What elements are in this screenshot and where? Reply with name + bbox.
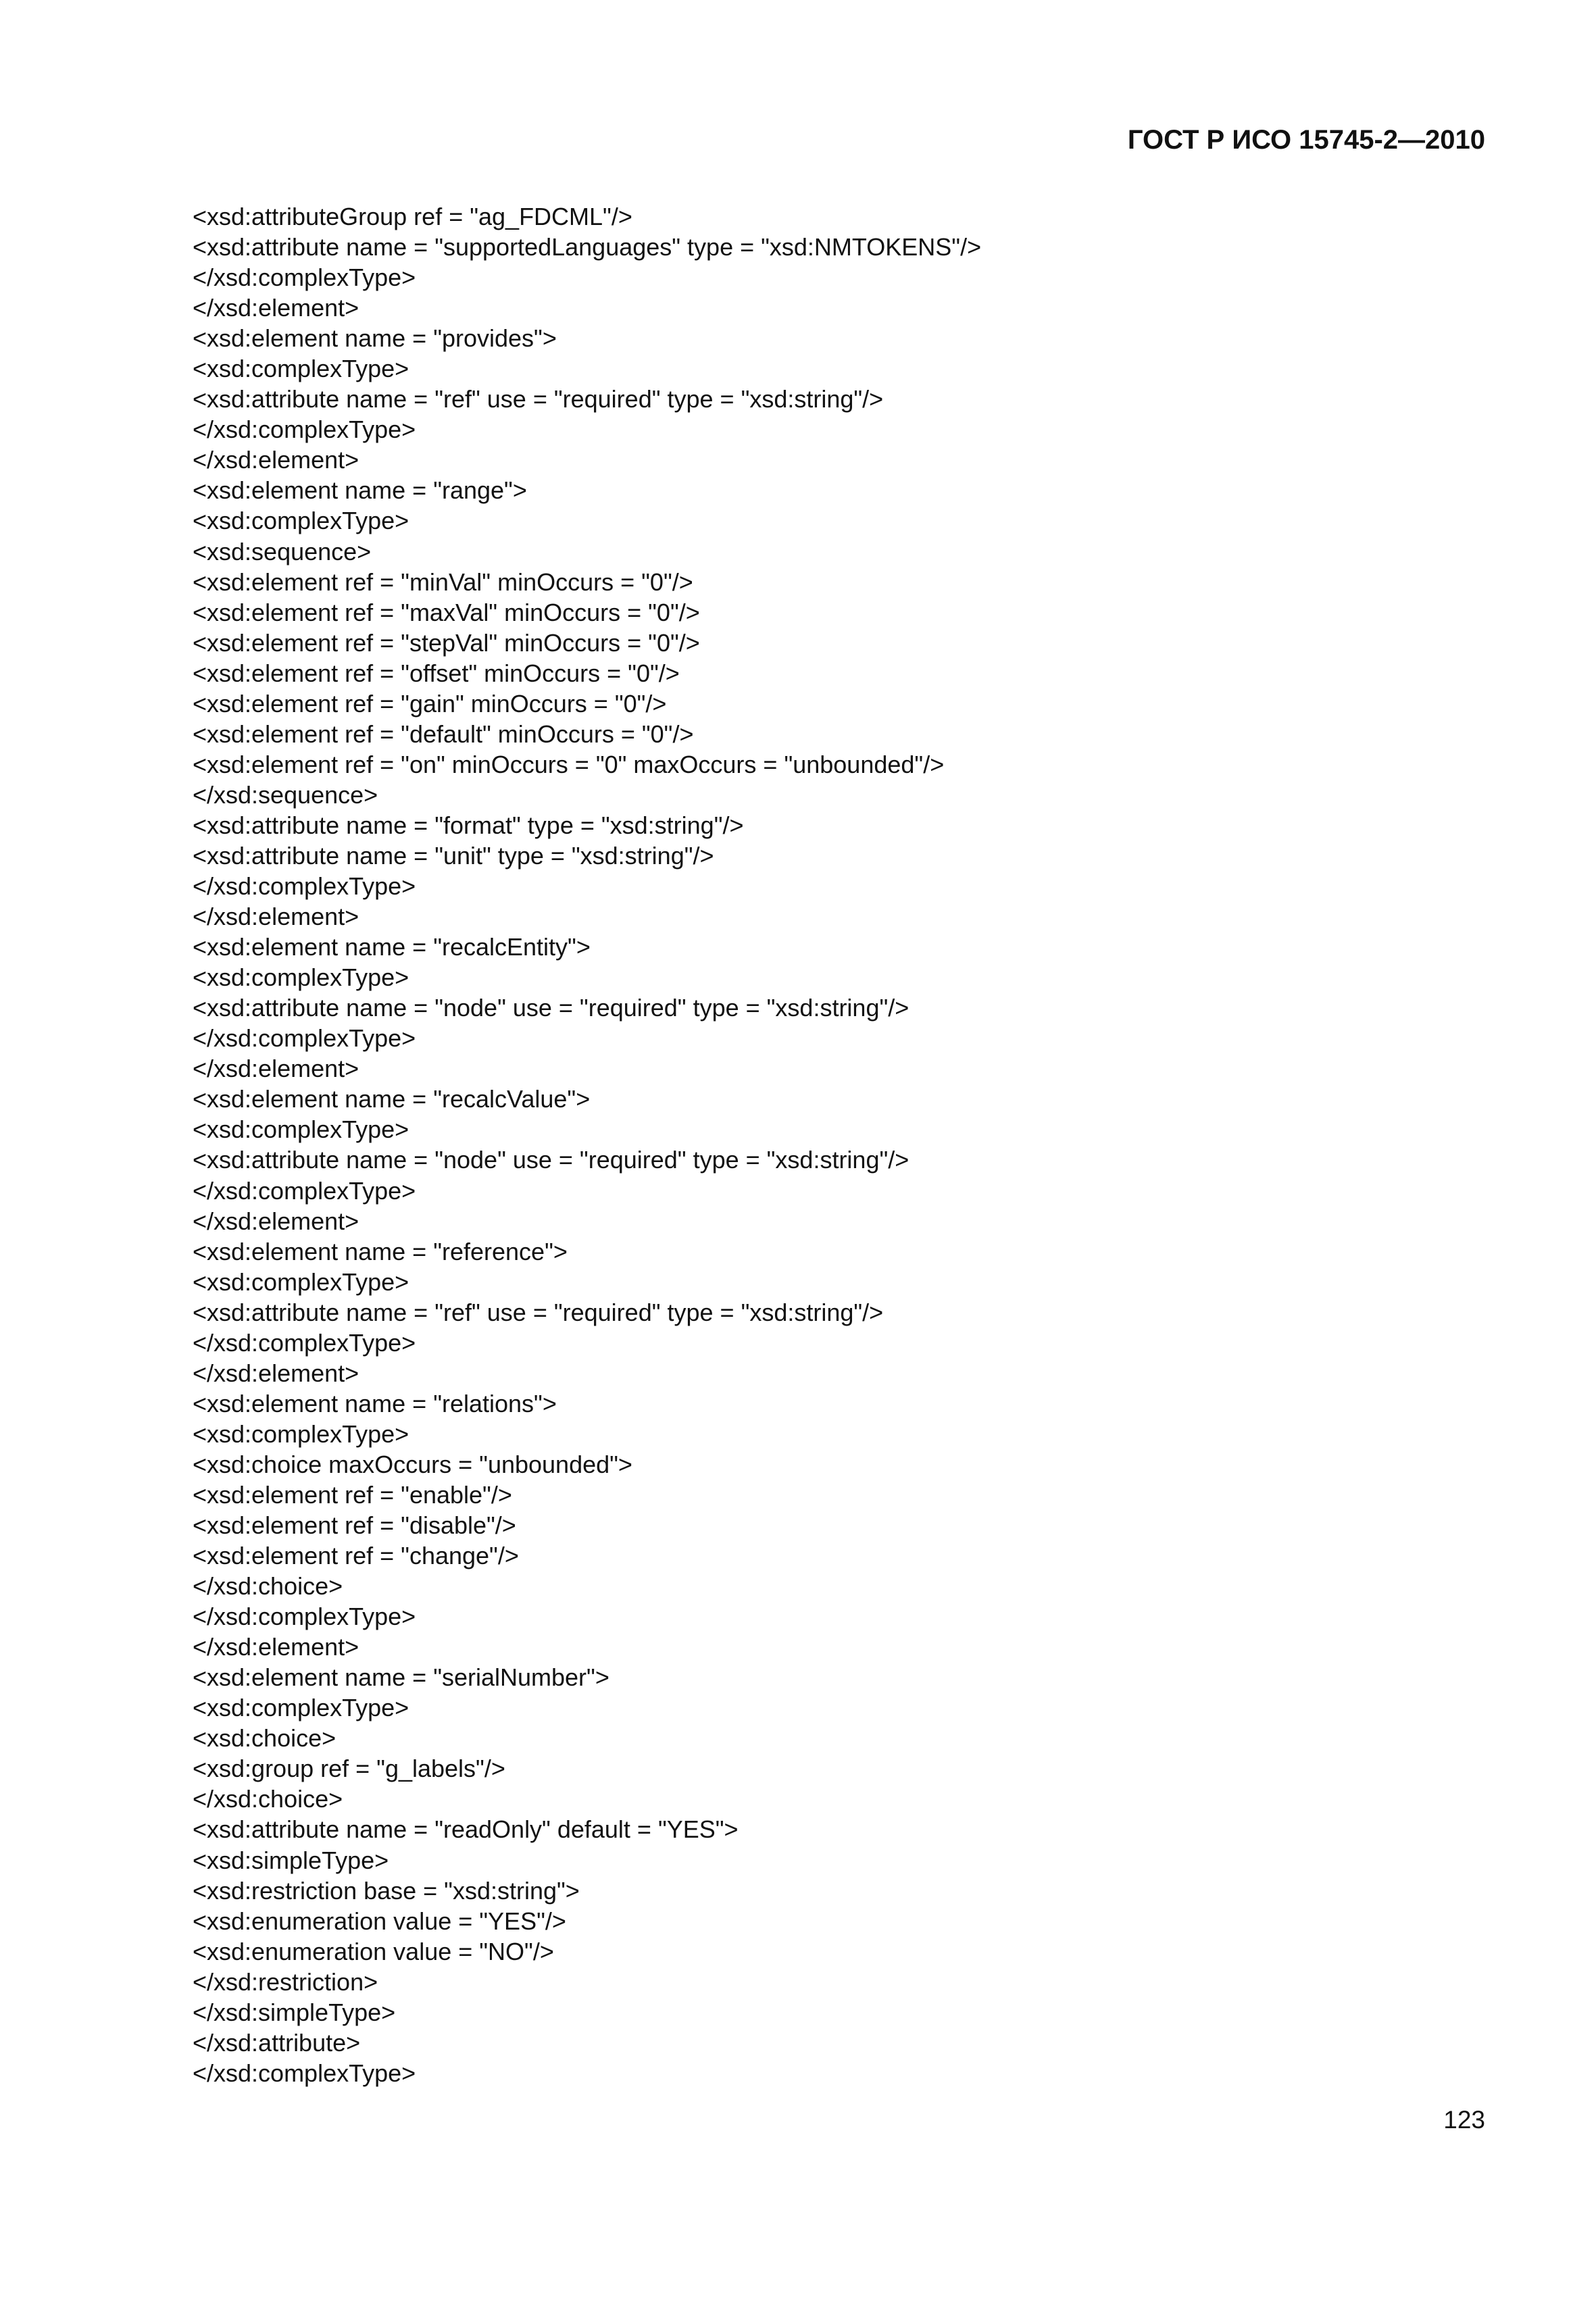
code-line: </xsd:complexType>: [193, 2059, 416, 2087]
code-line: <xsd:complexType>: [193, 507, 409, 535]
code-line: <xsd:sequence>: [193, 537, 372, 565]
code-line: <xsd:element ref = "offset" minOccurs = "0"/>: [193, 659, 680, 687]
code-line: <xsd:complexType>: [193, 1419, 409, 1448]
code-line: <xsd:group ref = "g_labels"/>: [193, 1755, 505, 1783]
code-line: <xsd:complexType>: [193, 1115, 409, 1144]
code-line: <xsd:complexType>: [193, 1267, 409, 1296]
code-line: <xsd:element ref = "change"/>: [193, 1542, 519, 1570]
code-line: </xsd:complexType>: [193, 872, 416, 901]
code-line: <xsd:attribute name = "unit" type = "xsd:string"/>: [193, 841, 714, 870]
code-line: </xsd:element>: [193, 446, 359, 474]
code-line: <xsd:complexType>: [193, 355, 409, 383]
code-line: <xsd:element name = "reference">: [193, 1237, 568, 1265]
page-header-standard-id: ГОСТ Р ИСО 15745-2—2010: [1127, 125, 1485, 155]
code-line: <xsd:element ref = "on" minOccurs = "0" maxOccurs = "unbounded"/>: [193, 750, 945, 778]
code-line: <xsd:element ref = "default" minOccurs = "0"/>: [193, 720, 694, 748]
code-line: <xsd:element ref = "minVal" minOccurs = "0"/>: [193, 568, 693, 596]
code-line: <xsd:element ref = "maxVal" minOccurs = "0"/>: [193, 598, 700, 626]
code-line: </xsd:complexType>: [193, 1603, 416, 1631]
code-line: <xsd:element name = "recalcEntity">: [193, 933, 591, 961]
code-line: <xsd:element name = "provides">: [193, 324, 557, 353]
code-line: <xsd:element name = "recalcValue">: [193, 1085, 591, 1113]
code-line: </xsd:complexType>: [193, 1176, 416, 1205]
code-line: <xsd:element name = "serialNumber">: [193, 1663, 609, 1692]
code-line: </xsd:choice>: [193, 1572, 343, 1601]
code-line: <xsd:attribute name = "node" use = "required" type = "xsd:string"/>: [193, 1146, 909, 1174]
code-line: <xsd:complexType>: [193, 1694, 409, 1722]
code-line: <xsd:element ref = "enable"/>: [193, 1480, 512, 1509]
code-line: <xsd:attribute name = "ref" use = "required" type = "xsd:string"/>: [193, 385, 884, 413]
code-line: <xsd:complexType>: [193, 963, 409, 992]
code-line: <xsd:attribute name = "ref" use = "required" type = "xsd:string"/>: [193, 1298, 884, 1326]
code-line: </xsd:restriction>: [193, 1967, 378, 1996]
code-line: <xsd:enumeration value = "YES"/>: [193, 1907, 566, 1935]
code-line: </xsd:element>: [193, 294, 359, 322]
code-line: </xsd:complexType>: [193, 1024, 416, 1053]
page-number: 123: [1443, 2106, 1485, 2134]
xml-schema-code-block: [193, 201, 981, 2088]
code-line: <xsd:element name = "range">: [193, 476, 527, 505]
code-line: <xsd:attributeGroup ref = "ag_FDCML"/>: [193, 203, 632, 230]
code-line: <xsd:attribute name = "supportedLanguages" type = "xsd:NMTOKENS"/>: [193, 233, 982, 261]
code-line: <xsd:choice maxOccurs = "unbounded">: [193, 1450, 632, 1478]
code-line: </xsd:element>: [193, 1359, 359, 1387]
code-line: <xsd:restriction base = "xsd:string">: [193, 1876, 580, 1905]
code-line: <xsd:attribute name = "readOnly" default = "YES">: [193, 1815, 739, 1844]
code-line: <xsd:element ref = "stepVal" minOccurs = "0"/>: [193, 628, 700, 657]
code-line: </xsd:element>: [193, 903, 359, 931]
code-line: <xsd:attribute name = "format" type = "xsd:string"/>: [193, 811, 744, 839]
code-line: </xsd:complexType>: [193, 263, 416, 292]
code-line: <xsd:simpleType>: [193, 1846, 389, 1874]
code-line: <xsd:attribute name = "node" use = "required" type = "xsd:string"/>: [193, 994, 909, 1022]
code-line: <xsd:element name = "relations">: [193, 1389, 557, 1417]
code-line: </xsd:choice>: [193, 1785, 343, 1813]
code-line: </xsd:element>: [193, 1633, 359, 1661]
code-line: </xsd:element>: [193, 1055, 359, 1083]
code-line: <xsd:element ref = "gain" minOccurs = "0"/>: [193, 689, 667, 718]
code-line: <xsd:element ref = "disable"/>: [193, 1511, 516, 1540]
code-line: </xsd:element>: [193, 1207, 359, 1235]
code-line: </xsd:attribute>: [193, 2028, 361, 2057]
code-line: </xsd:complexType>: [193, 416, 416, 444]
code-line: </xsd:complexType>: [193, 1328, 416, 1357]
code-line: <xsd:enumeration value = "NO"/>: [193, 1937, 554, 1965]
code-line: <xsd:choice>: [193, 1724, 336, 1753]
code-line: </xsd:simpleType>: [193, 1998, 396, 2026]
code-line: </xsd:sequence>: [193, 780, 378, 809]
